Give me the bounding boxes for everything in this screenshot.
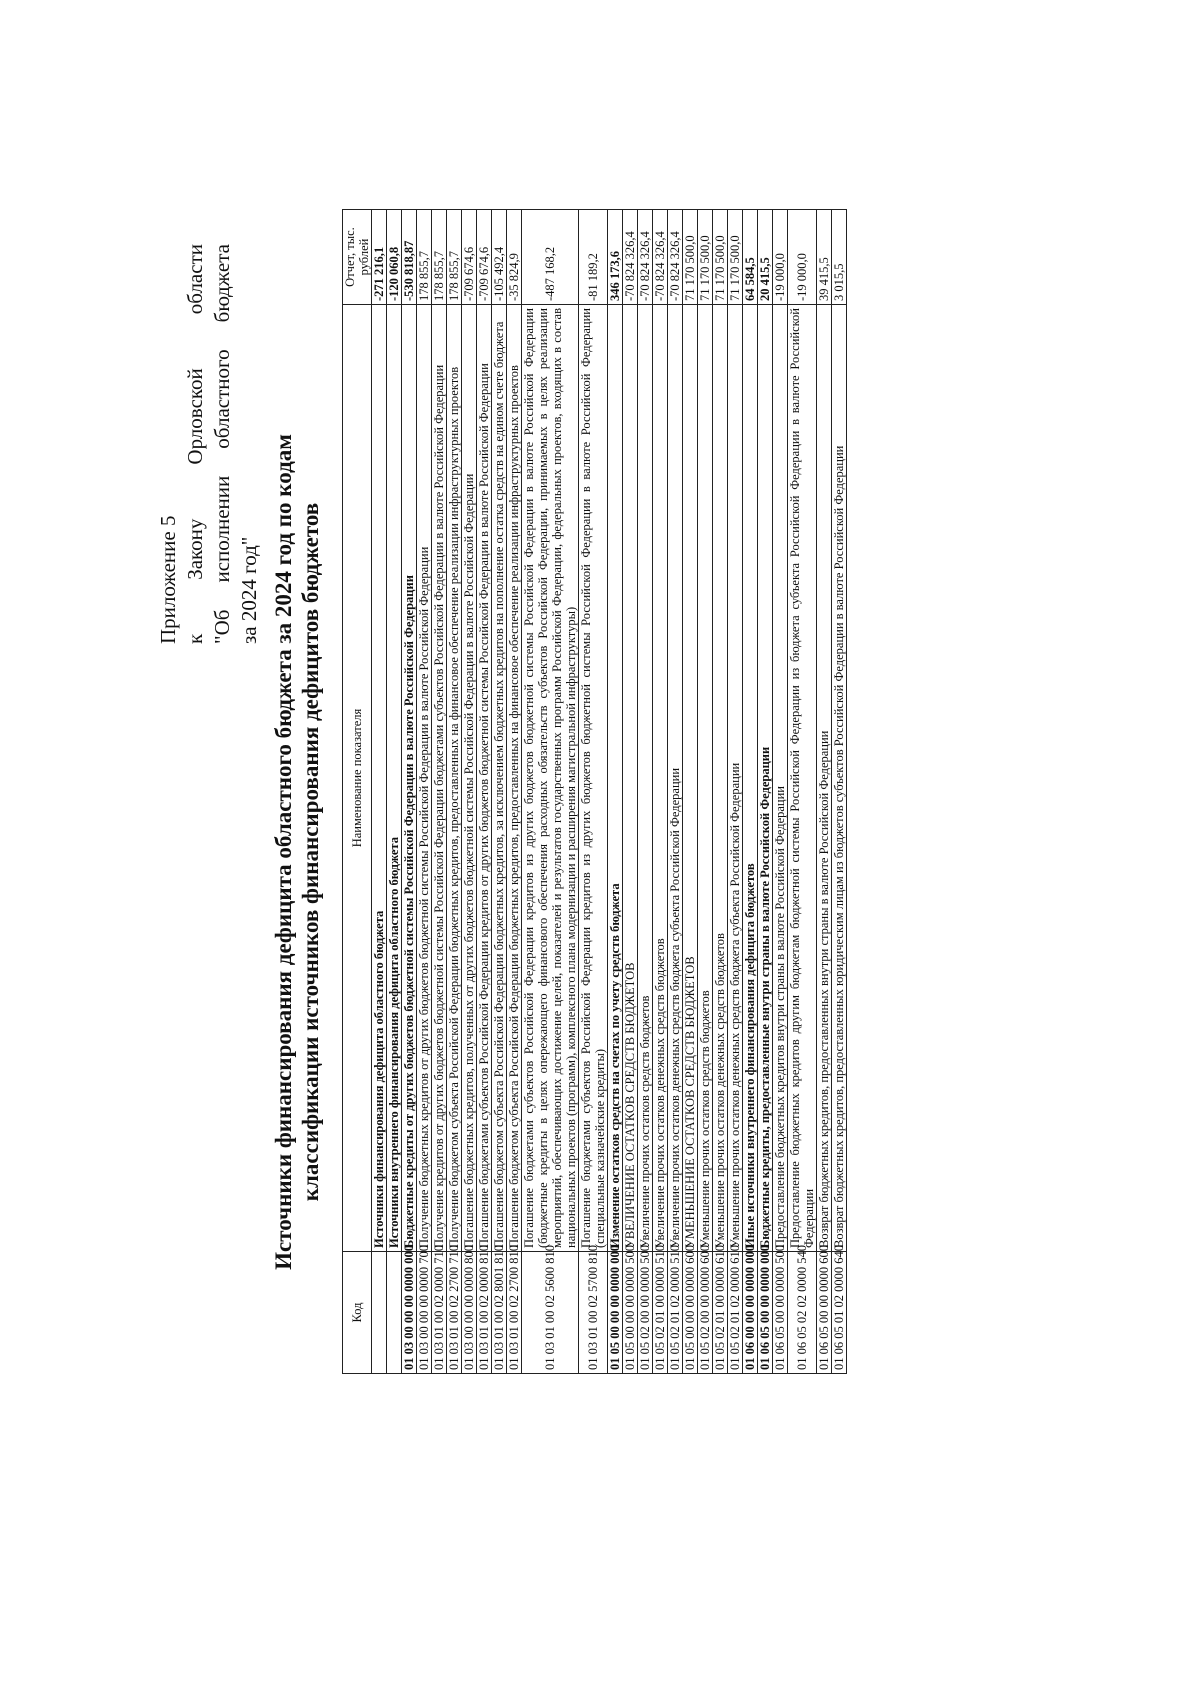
name-cell: Источники внутреннего финансирования дефицита областного бюджета [387,305,402,1252]
code-cell: 01 05 02 01 02 0000 610 [728,1252,743,1374]
value-cell: 346 173,6 [608,210,623,305]
value-cell: 64 584,5 [743,210,758,305]
value-cell: -70 824 326,4 [638,210,653,305]
name-cell: Источники финансирования дефицита областного бюджета [372,305,387,1252]
value-cell: 178 855,7 [447,210,462,305]
code-cell: 01 03 01 00 02 5600 810 [522,1252,579,1374]
table-row [462,210,477,1374]
name-cell: УВЕЛИЧЕНИЕ ОСТАТКОВ СРЕДСТВ БЮДЖЕТОВ [623,305,638,1252]
table-row [713,210,728,1374]
table-row [432,210,447,1374]
name-cell: УМЕНЬШЕНИЕ ОСТАТКОВ СРЕДСТВ БЮДЖЕТОВ [683,305,698,1252]
appendix-law-line: к Закону Орловской области [183,244,207,644]
code-cell: 01 06 05 01 02 0000 640 [832,1252,847,1374]
code-cell: 01 03 00 00 00 0000 800 [462,1252,477,1374]
value-cell: -81 189,2 [579,210,608,305]
value-cell: 71 170 500,0 [728,210,743,305]
header-name: Наименование показателя [343,305,372,1252]
name-cell: Уменьшение прочих остатков средств бюджетов [698,305,713,1252]
value-cell: -530 818,87 [402,210,417,305]
code-cell: 01 05 02 01 00 0000 610 [713,1252,728,1374]
title-line-2: классификации источников финансирования дефицитов бюджетов [298,502,323,1202]
name-cell: Возврат бюджетных кредитов, предоставленных юридическим лицам из бюджетов субъектов Российской Федерации в валюте Российской Федерации [832,305,847,1252]
table-row [832,210,847,1374]
table-row [507,210,522,1374]
code-cell: 01 05 02 00 00 0000 500 [638,1252,653,1374]
value-cell: -271 216,1 [372,210,387,305]
value-cell: -709 674,6 [477,210,492,305]
value-cell: 178 855,7 [417,210,432,305]
name-cell: Получение бюджетных кредитов от других бюджетов бюджетной системы Российской Федерации в валюте Российской Федерации [417,305,432,1252]
name-cell: Погашение бюджетом субъекта Российской Федерации бюджетных кредитов, за исключением бюджетных кредитов на пополнение остатка средств на едином счете бюджета [492,305,507,1252]
value-cell: -70 824 326,4 [653,210,668,305]
name-cell: Погашение бюджетных кредитов, полученных от других бюджетов бюджетной системы Российской Федерации в валюте Российской Федерации [462,305,477,1252]
name-cell: Увеличение прочих остатков средств бюджетов [638,305,653,1252]
code-cell: 01 03 01 00 02 2700 810 [507,1252,522,1374]
table-body [372,210,847,1374]
value-cell: -70 824 326,4 [668,210,683,305]
code-cell: 01 03 01 00 02 0000 710 [432,1252,447,1374]
name-cell: Погашение бюджетами субъектов Российской Федерации кредитов из других бюджетов бюджетной системы Российской Федерации в валюте Российской Федерации (специальные казначейские кредиты) [579,305,608,1252]
name-cell: Погашение бюджетами субъектов Российской Федерации кредитов от других бюджетов бюджетной системы Российской Федерации в валюте Российской Федерации [477,305,492,1252]
name-cell: Погашение бюджетами субъектов Российской Федерации кредитов из других бюджетов бюджетной системы Российской Федерации в валюте Российской Федерации (бюджетные кредиты в целях опережающего финансового обеспечения расходных обязательств субъектов Российской Федерации, принимаемых в целях реализации мероприятий, обеспечивающих достижение целей, показателей и результатов государственных программ Российской Федерации, федеральных проектов, входящих в состав национальных проектов (программ), комплексного плана модернизации и расширения магистральной инфраструктуры) [522,305,579,1252]
value-cell: -70 824 326,4 [623,210,638,305]
table-row [653,210,668,1374]
header-code: Код [343,1252,372,1374]
name-cell: Увеличение прочих остатков денежных средств бюджетов [653,305,668,1252]
code-cell: 01 03 01 00 02 2700 710 [447,1252,462,1374]
code-cell: 01 03 01 00 02 0000 810 [477,1252,492,1374]
code-cell [372,1252,387,1374]
table-row [668,210,683,1374]
value-cell: -487 168,2 [522,210,579,305]
table-row [817,210,832,1374]
name-cell: Иные источники внутреннего финансирования дефицита бюджетов [743,305,758,1252]
table-row [447,210,462,1374]
table-row [698,210,713,1374]
table-row [788,210,817,1374]
value-cell: 178 855,7 [432,210,447,305]
code-cell: 01 05 02 00 00 0000 600 [698,1252,713,1374]
appendix-law-title-line: "Об исполнении областного бюджета [210,244,234,644]
appendix-number: Приложение 5 [156,515,180,644]
name-cell: Уменьшение прочих остатков денежных средств бюджета субъекта Российской Федерации [728,305,743,1252]
code-cell: 01 03 00 00 00 0000 000 [402,1252,417,1374]
name-cell: Возврат бюджетных кредитов, предоставленных внутри страны в валюте Российской Федерации [817,305,832,1252]
appendix-year-line: за 2024 год" [237,536,261,644]
name-cell: Получение кредитов от других бюджетов бюджетной системы Российской Федерации бюджетами субъектов Российской Федерации в валюте Российской Федерации [432,305,447,1252]
table-row [683,210,698,1374]
value-cell: 20 415,5 [758,210,773,305]
table-row [477,210,492,1374]
table-row [522,210,579,1374]
code-cell: 01 05 00 00 00 0000 500 [623,1252,638,1374]
header-value: Отчет, тыс. рублей [343,210,372,305]
table-row [743,210,758,1374]
code-cell [387,1252,402,1374]
table-row [387,210,402,1374]
table-header-row [343,210,372,1374]
code-cell: 01 06 05 00 00 0000 600 [817,1252,832,1374]
value-cell: 39 415,5 [817,210,832,305]
document-title [270,262,324,1442]
table-row [492,210,507,1374]
code-cell: 01 03 01 00 02 8001 810 [492,1252,507,1374]
table-row [372,210,387,1374]
table-row [728,210,743,1374]
name-cell: Предоставление бюджетных кредитов другим бюджетам бюджетной системы Российской Федерации из бюджета субъекта Российской Федерации в валюте Российской Федерации [788,305,817,1252]
value-cell: -19 000,0 [773,210,788,305]
code-cell: 01 05 02 01 02 0000 510 [668,1252,683,1374]
name-cell: Изменение остатков средств на счетах по учету средств бюджета [608,305,623,1252]
table-row [417,210,432,1374]
name-cell: Погашение бюджетом субъекта Российской Федерации бюджетных кредитов, предоставленных на финансовое обеспечение реализации инфраструктурных проектов [507,305,522,1252]
value-cell: -120 060,8 [387,210,402,305]
code-cell: 01 06 00 00 00 0000 000 [743,1252,758,1374]
code-cell: 01 05 00 00 00 0000 000 [608,1252,623,1374]
table-row [608,210,623,1374]
code-cell: 01 05 02 01 00 0000 510 [653,1252,668,1374]
table-row [579,210,608,1374]
table-row [758,210,773,1374]
name-cell: Увеличение прочих остатков денежных средств бюджета субъекта Российской Федерации [668,305,683,1252]
value-cell: -19 000,0 [788,210,817,305]
value-cell: 71 170 500,0 [698,210,713,305]
code-cell: 01 06 05 00 00 0000 500 [773,1252,788,1374]
name-cell: Получение бюджетом субъекта Российской Федерации бюджетных кредитов, предоставленных на финансовое обеспечение реализации инфраструктурных проектов [447,305,462,1252]
table-row [623,210,638,1374]
appendix-block [155,244,263,644]
code-cell: 01 05 00 00 00 0000 600 [683,1252,698,1374]
name-cell: Предоставление бюджетных кредитов внутри страны в валюте Российской Федерации [773,305,788,1252]
table-row [402,210,417,1374]
name-cell: Уменьшение прочих остатков денежных средств бюджетов [713,305,728,1252]
value-cell: -105 492,4 [492,210,507,305]
name-cell: Бюджетные кредиты, предоставленные внутри страны в валюте Российской Федерации [758,305,773,1252]
value-cell: 71 170 500,0 [683,210,698,305]
budget-sources-table [342,209,847,1374]
value-cell: 3 015,5 [832,210,847,305]
name-cell: Бюджетные кредиты от других бюджетов бюджетной системы Российской Федерации в валюте Российской Федерации [402,305,417,1252]
value-cell: 71 170 500,0 [713,210,728,305]
table-row [773,210,788,1374]
table-row [638,210,653,1374]
title-line-1: Источники финансирования дефицита областного бюджета за 2024 год по кодам [271,434,296,1270]
code-cell: 01 03 01 00 02 5700 810 [579,1252,608,1374]
value-cell: -35 824,9 [507,210,522,305]
code-cell: 01 06 05 00 00 0000 000 [758,1252,773,1374]
code-cell: 01 06 05 02 02 0000 540 [788,1252,817,1374]
value-cell: -709 674,6 [462,210,477,305]
code-cell: 01 03 00 00 00 0000 700 [417,1252,432,1374]
